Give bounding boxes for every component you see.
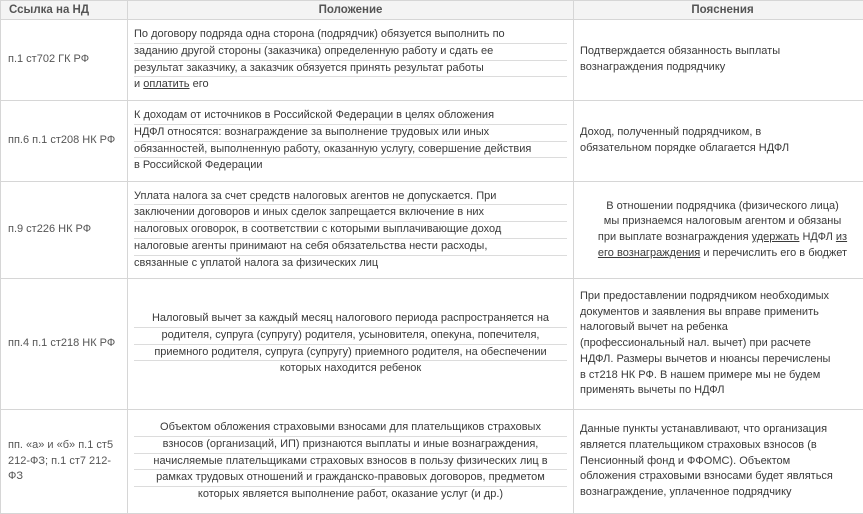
provision-line: заданию другой стороны (заказчика) определенную работу и сдать ее [134,44,567,61]
provision-line [134,77,567,93]
table-row [1,20,863,101]
table-row [1,101,863,182]
withhold-link[interactable]: удержать [752,231,800,243]
explanation-line: обложения страховыми взносами будет являться [580,469,863,485]
provision-line: связанные с уплатой налога за физических лиц [134,256,567,272]
explanation-line: Подтверждается обязанность выплаты [580,44,863,60]
explanation-text: НДФЛ [802,231,832,243]
provision-line: заключении договоров и иных сделок запрещается включение в них [134,205,567,222]
row-explanation [574,410,863,514]
provision-line: родителя, супруга (супругу) родителя, усыновителя, опекуна, попечителя, [134,328,567,345]
explanation-line [580,246,863,262]
provision-line: в Российской Федерации [134,158,567,174]
row-explanation [574,279,863,410]
pay-link[interactable]: оплатить [143,78,189,90]
provision-line: налоговых оговорок, в соответствии с которыми выплачивающие доход [134,222,567,239]
provision-line: приемного родителя, супруга (супругу) приемного родителя, на обеспечении [134,345,567,362]
header-reference: Ссылка на НД [1,1,128,20]
provision-text: и [134,78,140,90]
explanation-line: Пенсионный фонд и ФФОМС). Объектом [580,454,863,470]
row-provision [128,101,574,182]
table-row [1,410,863,514]
explanation-line: Доход, полученный подрядчиком, в [580,125,863,141]
explanation-line [580,230,863,246]
row-provision [128,182,574,279]
row-provision [128,279,574,410]
explanation-line: является плательщиком страховых взносов (в [580,438,863,454]
explanation-line: в ст218 НК РФ. В нашем примере мы не будем [580,368,863,384]
explanation-line: НДФЛ. Размеры вычетов и нюансы перечислены [580,352,863,368]
row-reference: пп. «а» и «б» п.1 ст5 212-ФЗ; п.1 ст7 212-ФЗ [1,410,128,514]
row-explanation [574,101,863,182]
table-row [1,279,863,410]
row-explanation [574,20,863,101]
provision-text: его [193,78,209,90]
row-reference: п.1 ст702 ГК РФ [1,20,128,101]
remuneration-link[interactable]: его вознаграждения [598,247,700,259]
explanation-line: (профессиональный нал. вычет) при расчете [580,336,863,352]
header-provision: Положение [128,1,574,20]
explanation-text: и перечислить его в бюджет [703,247,847,259]
provision-line: Уплата налога за счет средств налоговых агентов не допускается. При [134,189,567,206]
from-link[interactable]: из [836,231,847,243]
explanation-line: вознаграждения подрядчику [580,60,863,76]
provision-line: налоговые агенты принимают на себя обязательства нести расходы, [134,239,567,256]
provision-line: которых находится ребенок [134,361,567,377]
explanation-line: В отношении подрядчика (физического лица) [580,199,863,215]
row-reference: пп.4 п.1 ст218 НК РФ [1,279,128,410]
row-reference: п.9 ст226 НК РФ [1,182,128,279]
row-reference: пп.6 п.1 ст208 НК РФ [1,101,128,182]
provision-line: начисляемые плательщиками страховых взносов в пользу физических лиц в [134,454,567,471]
row-provision [128,20,574,101]
explanation-line: документов и заявления вы вправе применить [580,305,863,321]
explanation-line: обязательном порядке облагается НДФЛ [580,141,863,157]
provision-line: взносов (организаций, ИП) признаются выплаты и иные вознаграждения, [134,437,567,454]
table-row [1,182,863,279]
explanation-line: налоговый вычет на ребенка [580,320,863,336]
provision-line: рамках трудовых отношений и гражданско-правовых договоров, предметом [134,470,567,487]
provision-line: которых является выполнение работ, оказание услуг (и др.) [134,487,567,503]
explanation-line: применять вычеты по НДФЛ [580,383,863,399]
header-explanation: Пояснения [574,1,863,20]
provision-line: К доходам от источников в Российской Федерации в целях обложения [134,108,567,125]
provision-line: результат заказчику, а заказчик обязуется принять результат работы [134,61,567,78]
explanation-line: При предоставлении подрядчиком необходимых [580,289,863,305]
provision-line: обязанностей, выполненную работу, оказанную услугу, совершение действия [134,142,567,159]
explanation-line: мы признаемся налоговым агентом и обязаны [580,214,863,230]
table-header-row [1,1,863,20]
explanation-line: вознаграждение, уплаченное подрядчику [580,485,863,501]
explanation-line: Данные пункты устанавливают, что организация [580,422,863,438]
provision-line: По договору подряда одна сторона (подрядчик) обязуется выполнить по [134,27,567,44]
row-explanation [574,182,863,279]
row-provision [128,410,574,514]
explanation-text: при выплате вознаграждения [598,231,749,243]
provision-line: Налоговый вычет за каждый месяц налогового периода распространяется на [134,311,567,328]
provision-line: НДФЛ относятся: вознаграждение за выполнение трудовых или иных [134,125,567,142]
provision-line: Объектом обложения страховыми взносами для плательщиков страховых [134,420,567,437]
